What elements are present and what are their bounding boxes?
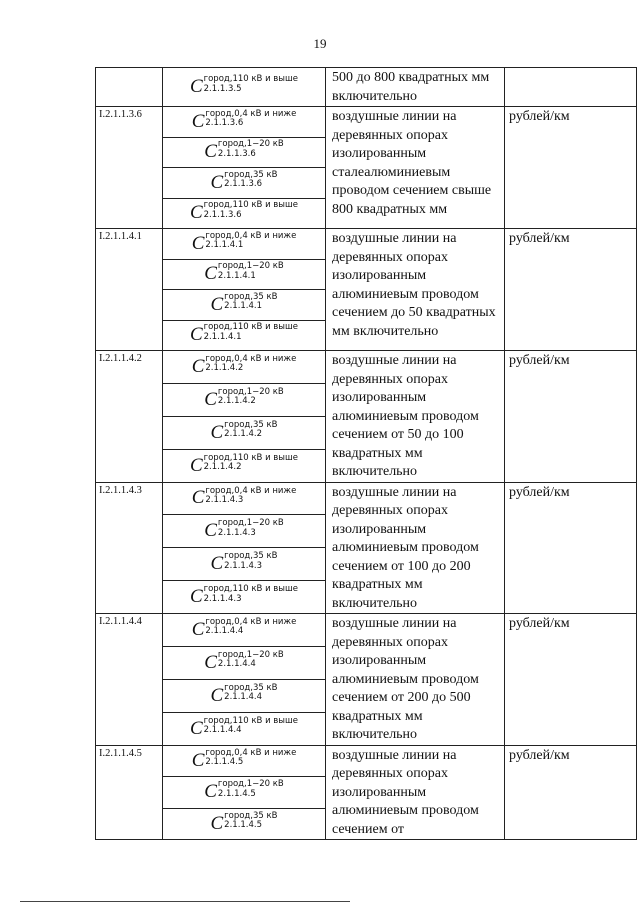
formula-cell [163,137,326,168]
table-row [96,745,637,777]
table-row [96,229,637,260]
formula-index [217,779,284,799]
formula-symbol: C [191,487,205,509]
formula-symbol: C [204,520,217,542]
formula-cell [163,712,326,745]
tariff-table [95,67,637,840]
formula-superscript: город,0,4 кВ и ниже [205,108,297,119]
formula-subscript: 2.1.1.4.1 [203,331,242,342]
formula-index [205,617,297,637]
formula-index [217,649,284,670]
formula-cell [163,646,326,679]
formula-symbol: C [189,454,203,476]
formula-index [217,261,284,281]
formula-symbol: C [210,684,224,706]
formula-subscript: 2.1.1.4.2 [205,363,244,374]
code-cell: I.2.1.1.3.6 [96,107,163,229]
rate-formula [189,74,299,97]
formula-cell [163,581,326,614]
formula-superscript: город,110 кВ и выше [203,200,299,211]
formula-superscript: город,110 кВ и выше [203,322,299,333]
description-cell: воздушные линии на деревянных опорах изолированным алюминиевым проводом сечением от [326,745,505,840]
formula-cell [163,679,326,712]
formula-cell [163,383,326,416]
formula-subscript: 2.1.1.4.3 [217,527,256,538]
formula-cell [163,68,326,107]
formula-symbol: C [191,618,205,640]
formula-cell [163,416,326,449]
formula-cell [163,515,326,548]
formula-superscript: город,110 кВ и выше [203,584,299,595]
rate-formula [210,682,278,706]
code-cell: I.2.1.1.4.2 [96,351,163,483]
rate-formula [191,747,297,771]
rate-formula [204,518,284,542]
unit-cell: рублей/км [505,482,637,614]
tariff-table-body [96,68,637,840]
formula-superscript: город,1−20 кВ [217,386,284,397]
formula-cell [163,351,326,384]
formula-subscript: 2.1.1.3.6 [217,148,256,159]
page-number: 19 [313,36,327,51]
formula-index [224,169,278,190]
rate-formula [210,169,278,193]
formula-superscript: город,0,4 кВ и ниже [205,354,297,365]
unit-cell: рублей/км [505,229,637,351]
formula-subscript: 2.1.1.4.4 [203,725,242,736]
formula-subscript: 2.1.1.4.3 [203,593,242,604]
description-cell: 500 до 800 квадратных мм включительно [326,68,505,107]
rate-formula [189,715,299,739]
formula-cell [163,229,326,260]
formula-cell [163,259,326,290]
formula-subscript: 2.1.1.4.2 [203,462,242,473]
formula-index [205,485,297,506]
formula-subscript: 2.1.1.3.5 [203,83,242,94]
code-cell [96,68,163,107]
formula-subscript: 2.1.1.4.4 [217,659,256,670]
formula-symbol: C [204,781,217,803]
formula-superscript: город,0,4 кВ и ниже [205,617,297,628]
formula-symbol: C [191,110,205,132]
formula-superscript: город,35 кВ [224,169,278,180]
formula-symbol: C [210,421,224,443]
rate-formula [191,617,297,640]
formula-index [224,810,278,831]
rate-formula [204,386,284,410]
formula-superscript: город,1−20 кВ [217,518,284,529]
formula-subscript: 2.1.1.4.5 [224,820,263,831]
formula-symbol: C [210,812,224,834]
formula-index [224,291,278,312]
formula-symbol: C [210,553,224,575]
formula-index [203,584,299,604]
formula-symbol: C [189,586,203,608]
rate-formula [210,291,278,315]
description-cell: воздушные линии на деревянных опорах изолированным сталеалюминиевым проводом сечением свыше 800 квадратных мм [326,107,505,229]
formula-cell [163,808,326,840]
formula-symbol: C [189,202,203,224]
formula-subscript: 2.1.1.3.6 [205,118,244,129]
formula-subscript: 2.1.1.4.3 [205,494,244,505]
formula-superscript: город,35 кВ [224,810,278,821]
table-row [96,482,637,515]
formula-index [205,108,297,129]
code-cell: I.2.1.1.4.1 [96,229,163,351]
bottom-divider [20,901,350,902]
formula-cell [163,449,326,482]
rate-formula [204,779,284,803]
formula-index [205,230,297,251]
rate-formula [191,354,297,377]
table-row [96,107,637,138]
rate-formula [191,485,297,509]
formula-cell [163,107,326,138]
formula-cell [163,320,326,351]
formula-superscript: город,0,4 кВ и ниже [205,485,297,496]
formula-superscript: город,1−20 кВ [217,261,284,272]
formula-cell [163,290,326,321]
formula-symbol: C [210,171,224,193]
formula-index [224,682,278,703]
formula-symbol: C [189,717,203,739]
rate-formula [204,649,284,673]
formula-superscript: город,35 кВ [224,291,278,302]
formula-index [217,139,284,159]
table-row [96,68,637,107]
code-cell: I.2.1.1.4.3 [96,482,163,614]
formula-superscript: город,110 кВ и выше [203,715,299,726]
rate-formula [189,584,299,608]
formula-superscript: город,35 кВ [224,419,278,430]
rate-formula [191,230,297,254]
formula-symbol: C [204,388,217,410]
formula-index [205,747,297,768]
formula-index [217,386,284,407]
formula-subscript: 2.1.1.4.1 [205,240,244,251]
description-cell: воздушные линии на деревянных опорах изолированным алюминиевым проводом сечением от 50 до 100 квадратных мм включительно [326,351,505,483]
code-cell: I.2.1.1.4.5 [96,745,163,840]
rate-formula [210,419,278,443]
description-cell: воздушные линии на деревянных опорах изолированным алюминиевым проводом сечением от 100 до 200 квадратных мм включительно [326,482,505,614]
formula-subscript: 2.1.1.3.6 [203,209,242,220]
formula-superscript: город,0,4 кВ и ниже [205,747,297,758]
formula-superscript: город,1−20 кВ [217,649,284,660]
formula-cell [163,614,326,647]
formula-index [203,322,299,342]
formula-symbol: C [189,324,203,346]
formula-symbol: C [204,651,217,673]
formula-cell [163,548,326,581]
formula-cell [163,198,326,229]
formula-subscript: 2.1.1.4.1 [217,270,256,281]
formula-superscript: город,35 кВ [224,551,278,562]
formula-index [224,419,278,440]
formula-subscript: 2.1.1.4.3 [224,560,263,571]
formula-subscript: 2.1.1.4.5 [205,757,244,768]
rate-formula [189,322,299,346]
formula-symbol: C [191,749,205,771]
rate-formula [204,261,284,285]
formula-index [203,715,299,736]
formula-cell [163,777,326,809]
table-row [96,614,637,647]
formula-index [217,518,284,538]
formula-subscript: 2.1.1.4.5 [217,788,256,799]
formula-subscript: 2.1.1.4.2 [224,429,263,440]
formula-superscript: город,0,4 кВ и ниже [205,230,297,241]
rate-formula [191,108,297,132]
formula-cell [163,745,326,777]
formula-index [203,74,299,94]
formula-superscript: город,35 кВ [224,682,278,693]
formula-symbol: C [210,293,224,315]
unit-cell [505,68,637,107]
formula-cell [163,168,326,199]
formula-symbol: C [204,141,217,163]
code-cell: I.2.1.1.4.4 [96,614,163,746]
unit-cell: рублей/км [505,107,637,229]
formula-index [203,452,299,473]
formula-subscript: 2.1.1.3.6 [224,179,263,190]
formula-symbol: C [191,232,205,254]
formula-index [203,200,299,220]
unit-cell: рублей/км [505,745,637,840]
description-cell: воздушные линии на деревянных опорах изолированным алюминиевым проводом сечением от 200 до 500 квадратных мм включительно [326,614,505,746]
formula-symbol: C [191,355,205,377]
rate-formula [189,452,299,476]
formula-subscript: 2.1.1.4.4 [224,692,263,703]
description-cell: воздушные линии на деревянных опорах изолированным алюминиевым проводом сечением до 50 квадратных мм включительно [326,229,505,351]
formula-superscript: город,110 кВ и выше [203,74,299,85]
formula-subscript: 2.1.1.4.2 [217,396,256,407]
unit-cell: рублей/км [505,614,637,746]
formula-index [224,551,278,571]
rate-formula [210,551,278,575]
formula-superscript: город,1−20 кВ [217,139,284,150]
rate-formula [210,810,278,834]
unit-cell: рублей/км [505,351,637,483]
formula-cell [163,482,326,515]
formula-subscript: 2.1.1.4.1 [224,301,263,312]
formula-subscript: 2.1.1.4.4 [205,626,244,637]
formula-superscript: город,110 кВ и выше [203,452,299,463]
formula-superscript: город,1−20 кВ [217,779,284,790]
rate-formula [204,139,284,163]
formula-symbol: C [204,263,217,285]
rate-formula [189,200,299,224]
table-row [96,351,637,384]
formula-symbol: C [189,76,203,97]
formula-index [205,354,297,374]
